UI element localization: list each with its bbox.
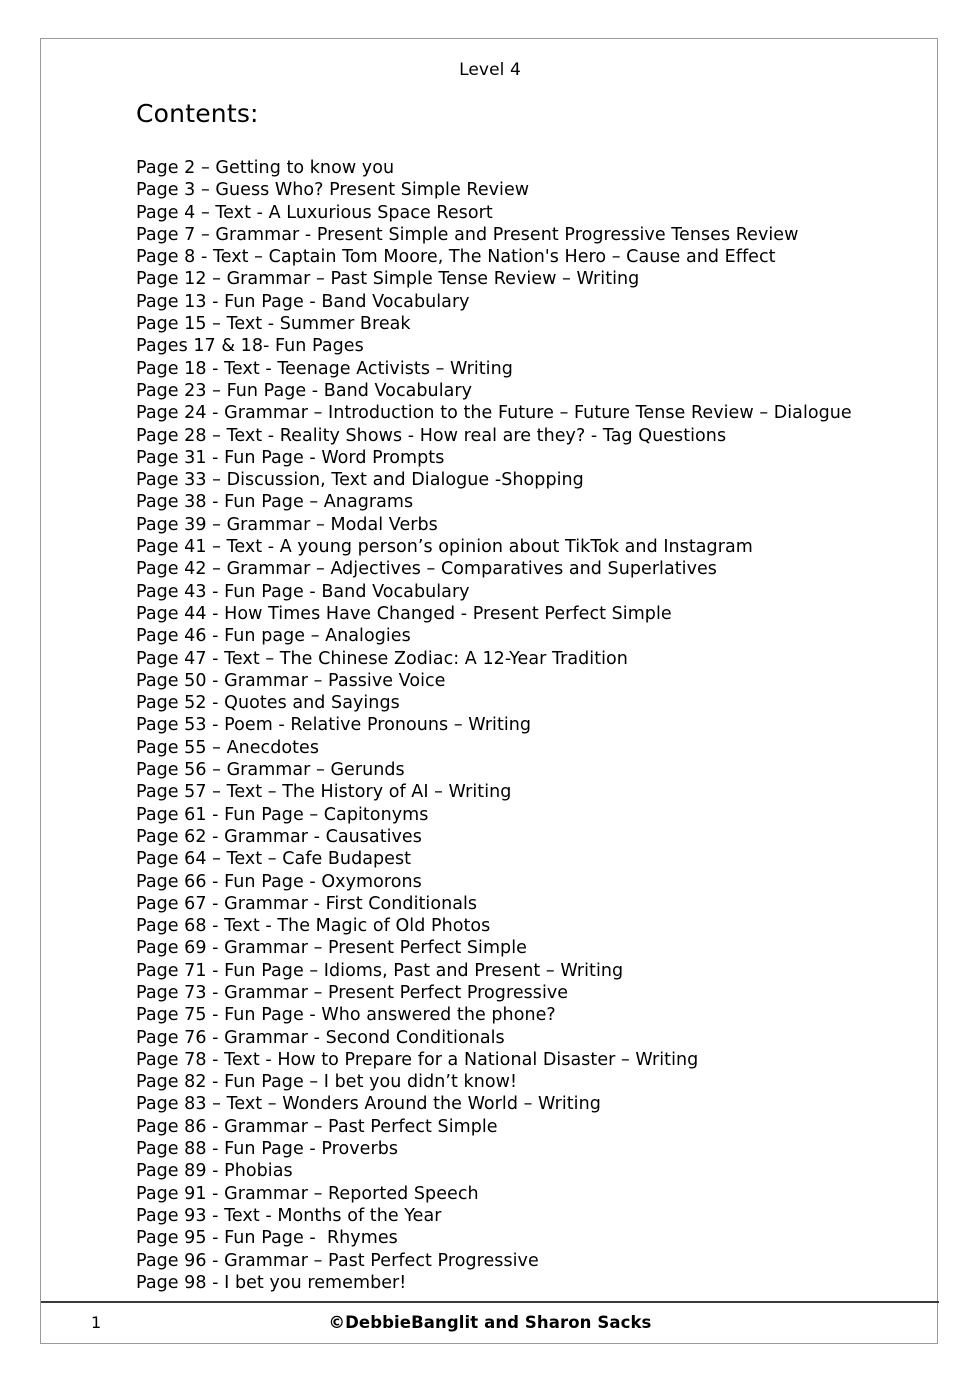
- toc-entry: Page 89 - Phobias: [136, 1161, 293, 1182]
- toc-entry: Page 56 – Grammar – Gerunds: [136, 760, 405, 781]
- toc-entry: Page 7 – Grammar - Present Simple and Present Progressive Tenses Review: [136, 224, 799, 245]
- toc-entry: Page 28 – Text - Reality Shows - How real are they? - Tag Questions: [136, 425, 727, 446]
- toc-entry: Page 52 - Quotes and Sayings: [136, 693, 400, 714]
- toc-entry: Page 31 - Fun Page - Word Prompts: [136, 447, 445, 468]
- toc-entry: Page 12 – Grammar – Past Simple Tense Review – Writing: [136, 269, 640, 290]
- toc-entry: Page 23 – Fun Page - Band Vocabulary: [136, 380, 473, 401]
- toc-entry: Page 47 - Text – The Chinese Zodiac: A 12-Year Tradition: [136, 648, 628, 669]
- toc-entry: Page 61 - Fun Page – Capitonyms: [136, 804, 429, 825]
- toc-entry: Page 68 - Text - The Magic of Old Photos: [136, 916, 491, 937]
- toc-entry: Page 18 - Text - Teenage Activists – Writing: [136, 358, 513, 379]
- toc-entry: Page 93 - Text - Months of the Year: [136, 1205, 442, 1226]
- toc-entry: Page 44 - How Times Have Changed - Present Perfect Simple: [136, 603, 672, 624]
- toc-entry: Page 83 – Text – Wonders Around the World – Writing: [136, 1094, 601, 1115]
- toc-entry: Page 69 - Grammar – Present Perfect Simple: [136, 938, 527, 959]
- toc-entry: Page 73 - Grammar – Present Perfect Progressive: [136, 982, 569, 1003]
- toc-entry: Page 3 – Guess Who? Present Simple Review: [136, 180, 530, 201]
- document-content: [136, 99, 916, 1294]
- toc-entry: Page 75 - Fun Page - Who answered the phone?: [136, 1005, 556, 1026]
- toc-entry: Page 2 – Getting to know you: [136, 158, 395, 178]
- toc-entry: Page 39 – Grammar – Modal Verbs: [136, 514, 438, 535]
- toc-entry: Page 82 - Fun Page – I bet you didn’t know!: [136, 1072, 518, 1093]
- toc-entry: Page 42 – Grammar – Adjectives – Comparatives and Superlatives: [136, 559, 717, 580]
- toc-entry: Page 76 - Grammar - Second Conditionals: [136, 1027, 505, 1048]
- toc-entry: Page 41 – Text - A young person’s opinion about TikTok and Instagram: [136, 537, 753, 558]
- page-header-title: Level 4: [459, 60, 521, 80]
- toc-entry: Page 55 – Anecdotes: [136, 737, 320, 758]
- toc-entry: Page 38 - Fun Page – Anagrams: [136, 492, 414, 513]
- footer-copyright-credit: ©DebbieBanglit and Sharon Sacks: [328, 1313, 652, 1332]
- toc-entry: Pages 17 & 18- Fun Pages: [136, 336, 364, 357]
- toc-entry: Page 88 - Fun Page - Proverbs: [136, 1139, 399, 1160]
- toc-entry: Page 71 - Fun Page – Idioms, Past and Present – Writing: [136, 960, 624, 981]
- toc-entry: Page 57 – Text – The History of AI – Writing: [136, 782, 512, 803]
- contents-heading: Contents:: [136, 99, 259, 128]
- toc-entry: Page 13 - Fun Page - Band Vocabulary: [136, 291, 470, 312]
- toc-entry: Page 96 - Grammar – Past Perfect Progressive: [136, 1250, 539, 1271]
- table-of-contents-list: [136, 157, 916, 1294]
- toc-entry: Page 98 - I bet you remember!: [136, 1272, 407, 1293]
- toc-entry: Page 53 - Poem - Relative Pronouns – Writing: [136, 715, 532, 736]
- toc-entry: Page 91 - Grammar – Reported Speech: [136, 1183, 479, 1204]
- toc-entry: Page 43 - Fun Page - Band Vocabulary: [136, 581, 470, 602]
- toc-entry: Page 66 - Fun Page - Oxymorons: [136, 871, 422, 892]
- toc-entry: Page 64 – Text – Cafe Budapest: [136, 849, 412, 870]
- toc-entry: Page 15 – Text - Summer Break: [136, 314, 411, 335]
- toc-entry: Page 78 - Text - How to Prepare for a National Disaster – Writing: [136, 1049, 699, 1070]
- footer-page-number: 1: [91, 1313, 102, 1332]
- toc-entry: Page 4 – Text - A Luxurious Space Resort: [136, 202, 493, 223]
- toc-entry: Page 62 - Grammar - Causatives: [136, 826, 422, 847]
- page-sheet: [40, 38, 938, 1344]
- toc-entry: Page 86 - Grammar – Past Perfect Simple: [136, 1116, 498, 1137]
- toc-entry: Page 33 – Discussion, Text and Dialogue -Shopping: [136, 470, 584, 491]
- page-footer: [41, 1301, 939, 1343]
- toc-entry: Page 24 - Grammar – Introduction to the Future – Future Tense Review – Dialogue: [136, 403, 852, 424]
- toc-entry: Page 46 - Fun page – Analogies: [136, 626, 411, 647]
- toc-entry: Page 8 - Text – Captain Tom Moore, The Nation's Hero – Cause and Effect: [136, 247, 776, 268]
- toc-entry: Page 95 - Fun Page - Rhymes: [136, 1228, 398, 1249]
- toc-entry: Page 67 - Grammar - First Conditionals: [136, 893, 478, 914]
- toc-entry: Page 50 - Grammar – Passive Voice: [136, 670, 446, 691]
